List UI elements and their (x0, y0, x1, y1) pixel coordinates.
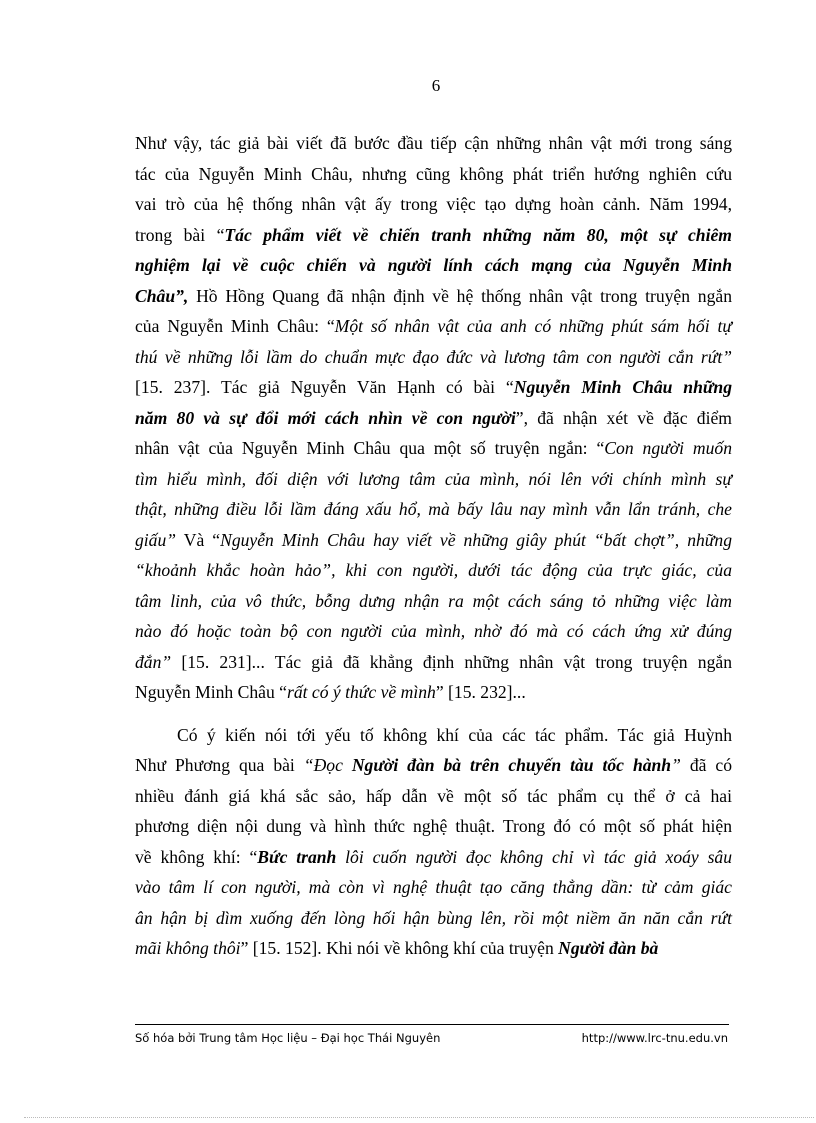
footer-source: Số hóa bởi Trung tâm Học liệu – Đại học Thái Nguyên (135, 1031, 441, 1045)
text-run: nhiều đánh giá khá sắc sảo, hấp dẫn về một số tác phẩm cụ thể ở cả hai (135, 785, 732, 806)
text-run: phương diện nội dung và hình thức nghệ thuật. Trong đó có một số phát hiện (135, 816, 732, 836)
bold-italic-run: Bức tranh (257, 846, 337, 867)
italic-run: Con người muốn (604, 438, 732, 458)
page-edge (24, 1117, 814, 1118)
italic-run: rất có ý thức về mình (286, 682, 436, 702)
italic-run: tâm linh, của vô thức, bỗng dưng nhận ra một cách sáng tỏ những việc làm (135, 590, 732, 611)
footer-divider (135, 1024, 729, 1025)
text-run: Nguyễn Minh Châu “ (135, 682, 287, 702)
text-run: [15. 231]... Tác giả đã khẳng định những nhân vật trong truyện ngắn (171, 651, 732, 672)
text-run: Như Phương qua bài (135, 755, 304, 775)
text-run: ” [15. 152]. Khi nói về không khí của truyện (240, 938, 559, 958)
text-run: Có ý kiến nói tới yếu tố không khí của các tác phẩm. Tác giả Huỳnh (177, 724, 732, 745)
paragraph-1 (135, 128, 732, 708)
text-line (135, 781, 732, 812)
bold-italic-run: Nguyễn Minh Châu những (513, 377, 732, 397)
bold-italic-run: nghiệm lại về cuộc chiến và người lính cách mạng của Nguyễn Minh (135, 255, 732, 275)
italic-run: thú về những lỗi lầm do chuẩn mực đạo đức và lương tâm con người cắn rứt” (135, 346, 732, 367)
text-run: Hồ Hồng Quang đã nhận định về hệ thống nhân vật trong truyện ngắn (188, 285, 732, 306)
text-line (135, 189, 732, 220)
text-line (135, 872, 732, 903)
text-line (135, 494, 732, 525)
text-line (135, 159, 732, 190)
text-line (135, 842, 732, 873)
bold-italic-run: Tác phẩm viết về chiến tranh những năm 80, một sự chiêm (224, 224, 732, 245)
footer-url: http://www.lrc-tnu.edu.vn (581, 1031, 728, 1045)
bold-italic-run: Người đàn bà (558, 938, 659, 958)
text-line (135, 750, 732, 781)
bold-italic-run: Châu”, (135, 285, 189, 306)
text-line (135, 647, 732, 678)
italic-run: lôi cuốn người đọc không chỉ vì tác giả xoáy sâu (336, 846, 733, 867)
text-line (135, 128, 732, 159)
text-line (135, 220, 732, 251)
italic-run: mãi không thôi (135, 938, 241, 958)
text-line (135, 464, 732, 495)
italic-run: “Đọc (303, 755, 352, 775)
text-line (135, 281, 732, 312)
text-line (135, 586, 732, 617)
text-run: của Nguyễn Minh Châu: “ (135, 316, 335, 336)
italic-run: “khoảnh khắc hoàn hảo”, khi con người, dưới tác động của trực giác, của (135, 560, 732, 580)
paragraph-2 (135, 720, 732, 964)
text-run: [15. 237]. Tác giả Nguyễn Văn Hạnh có bài “ (135, 377, 514, 397)
italic-run: ân hận bị dìm xuống đến lòng hối hận bùng lên, rồi một niềm ăn năn cắn rứt (135, 907, 732, 928)
italic-run: Một số nhân vật của anh có những phút sám hối tự (334, 316, 732, 336)
text-line (135, 250, 732, 281)
bold-italic-run: Người đàn bà trên chuyến tàu tốc hành (351, 755, 672, 775)
body-text (135, 128, 732, 964)
italic-run: nào đó hoặc toàn bộ con người của mình, nhờ đó mà có cách ứng xử đúng (135, 621, 732, 641)
text-line (135, 372, 732, 403)
italic-run: vào tâm lí con người, mà còn vì nghệ thuật tạo căng thẳng dần: từ cảm giác (135, 877, 732, 897)
italic-run: giấu” (135, 529, 177, 550)
text-line (135, 933, 732, 964)
text-line (135, 433, 732, 464)
text-line (135, 311, 732, 342)
text-line (135, 903, 732, 934)
text-line (135, 342, 732, 373)
italic-run: Nguyễn Minh Châu hay viết về những giây phút “bất chợt”, những (220, 529, 732, 550)
text-run: ” [15. 232]... (435, 682, 526, 702)
text-line (135, 677, 732, 708)
text-run: tác của Nguyễn Minh Châu, nhưng cũng không phát triển hướng nghiên cứu (135, 163, 732, 184)
italic-run: đắn” (135, 651, 172, 672)
text-run: vai trò của hệ thống nhân vật ấy trong việc tạo dựng hoàn cảnh. Năm 1994, (135, 194, 732, 214)
italic-run: thật, những điều lỗi lầm đáng xấu hổ, mà bấy lâu nay mình vẫn lẩn tránh, che (135, 499, 732, 519)
text-line (135, 403, 732, 434)
page-number: 6 (431, 76, 441, 95)
text-run: Và “ (176, 529, 221, 550)
text-run: trong bài “ (135, 224, 225, 245)
text-line (135, 616, 732, 647)
text-run: nhân vật của Nguyễn Minh Châu qua một số truyện ngắn: “ (135, 438, 605, 458)
text-line (135, 525, 732, 556)
text-line (135, 555, 732, 586)
text-run: ”, đã nhận xét về đặc điểm (515, 407, 732, 428)
text-run: Như vậy, tác giả bài viết đã bước đầu tiếp cận những nhân vật mới trong sáng (135, 133, 732, 153)
text-run: về không khí: “ (135, 846, 258, 867)
text-run: đã có (680, 755, 733, 775)
italic-run: ” (671, 755, 681, 775)
italic-run: tìm hiểu mình, đối diện với lương tâm của mình, nói lên với chính mình sự (135, 468, 732, 489)
text-line (135, 811, 732, 842)
text-line (135, 720, 732, 751)
bold-italic-run: năm 80 và sự đổi mới cách nhìn về con người (135, 407, 516, 428)
